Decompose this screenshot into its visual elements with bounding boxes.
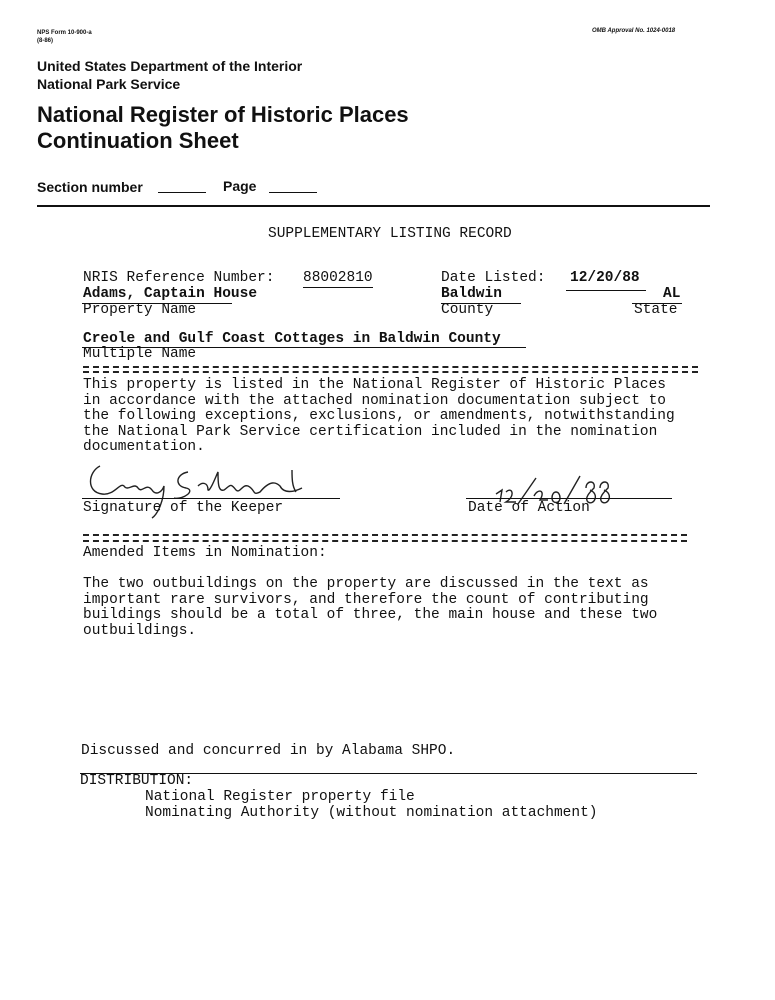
omb-approval: OMB Approval No. 1024-0018 (592, 28, 676, 34)
agency-name: National Park Service (37, 76, 181, 92)
concurrence-note: Discussed and concurred in by Alabama SHPO. (81, 743, 456, 759)
page-blank (269, 192, 317, 193)
form-number: NPS Form 10-900-a (37, 30, 92, 36)
statement-line: in accordance with the attached nomination documentation subject to (83, 392, 666, 409)
form-title: National Register of Historic Places (37, 102, 409, 127)
header-divider (37, 205, 710, 207)
amended-line: outbuildings. (83, 622, 197, 639)
property-name-value: Adams, Captain House (83, 286, 258, 302)
record-heading: SUPPLEMENTARY LISTING RECORD (268, 226, 512, 242)
form-subtitle: Continuation Sheet (37, 128, 239, 153)
department-name: United States Department of the Interior (37, 58, 303, 74)
amended-items-label: Amended Items in Nomination: (83, 545, 327, 561)
amended-line: The two outbuildings on the property are discussed in the text as (83, 576, 649, 592)
county-label: County (441, 302, 494, 318)
multiple-name-value: Creole and Gulf Coast Cottages in Baldwin County (83, 331, 501, 347)
distribution-item: National Register property file (145, 789, 415, 805)
distribution-label: DISTRIBUTION: (80, 773, 194, 789)
form-revision: (8-86) (37, 38, 54, 44)
dashed-separator (83, 366, 698, 373)
statement-line: This property is listed in the National Register of Historic Places (83, 377, 666, 393)
statement-line: the following exceptions, exclusions, or amendments, notwithstanding (83, 408, 675, 424)
double-dashed-separator (83, 534, 687, 542)
county-value: Baldwin (441, 286, 502, 302)
date-listed-label: Date Listed: (441, 270, 546, 286)
signature-label: Signature of the Keeper (83, 500, 284, 516)
state-value: AL (663, 286, 681, 302)
amended-line: buildings should be a total of three, the main house and these two (83, 607, 658, 623)
distribution-item: Nominating Authority (without nomination attachment) (145, 805, 598, 821)
amended-line: important rare survivors, and therefore the count of contributing (83, 591, 649, 608)
statement-line: documentation. (83, 439, 205, 455)
date-listed-underline (566, 290, 646, 291)
date-listed-value: 12/20/88 (570, 270, 640, 286)
section-number-blank (158, 192, 206, 193)
nris-label: NRIS Reference Number: (83, 270, 275, 286)
nris-value: 88002810 (303, 270, 373, 286)
multiple-name-label: Multiple Name (83, 346, 197, 362)
signature-line (82, 498, 340, 499)
listing-statement (83, 378, 675, 456)
action-date-line (466, 498, 672, 499)
property-name-label: Property Name (83, 302, 197, 318)
state-label: State (634, 302, 678, 318)
amended-items-text (83, 577, 657, 639)
statement-line: the National Park Service certification included in the nomination (83, 423, 658, 440)
page-label: Page (223, 178, 257, 194)
section-number-label: Section number (37, 179, 143, 195)
action-date-label: Date of Action (468, 500, 590, 516)
